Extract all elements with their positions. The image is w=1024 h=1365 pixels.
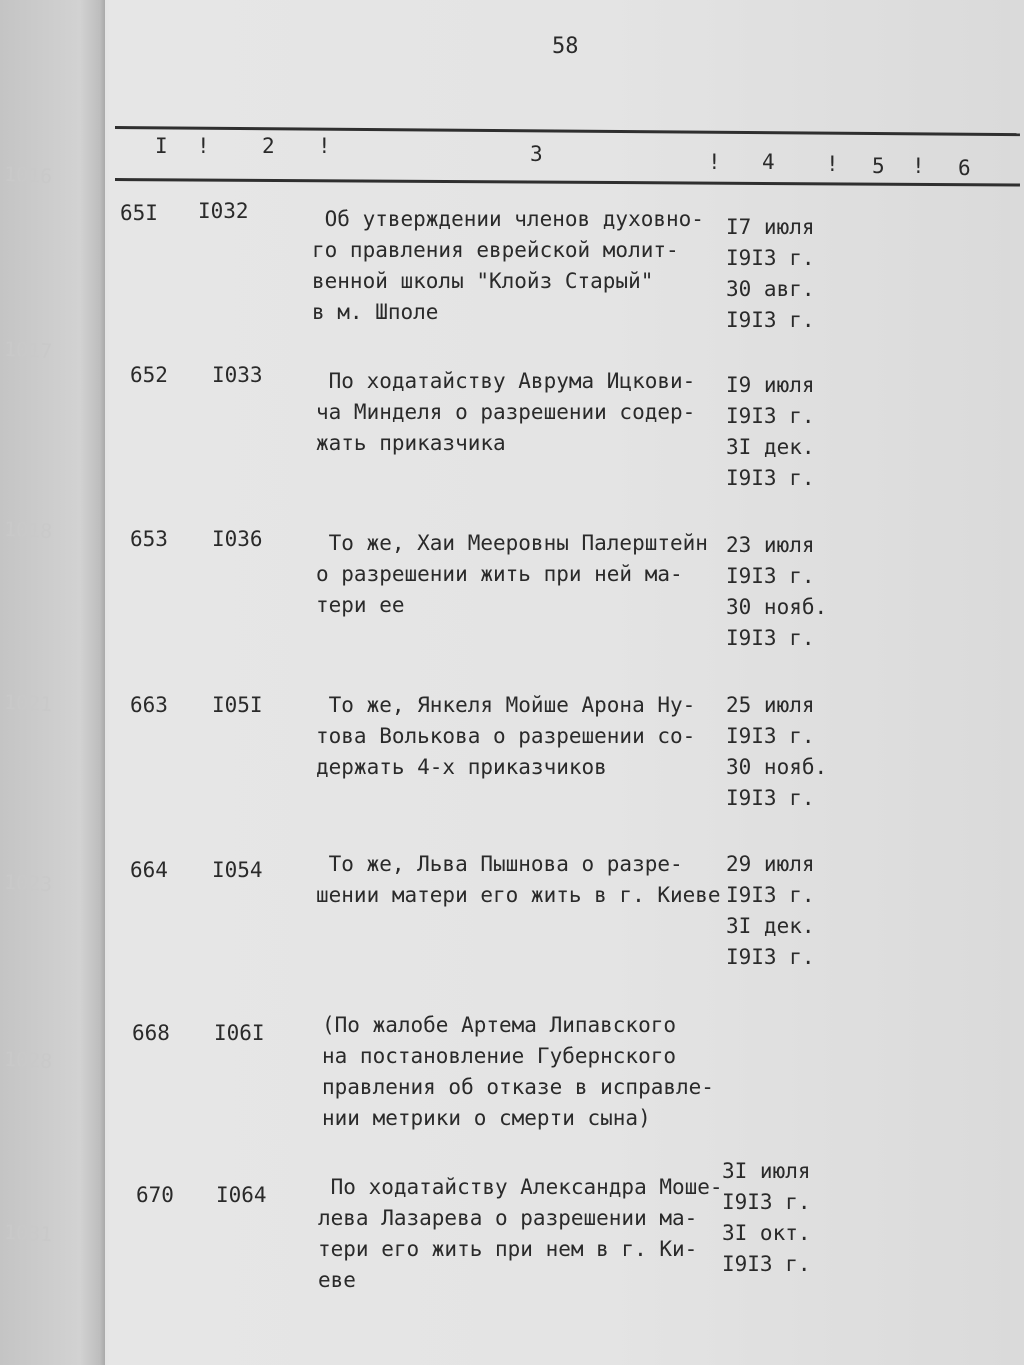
- row-number: 663: [130, 693, 168, 717]
- row-description: (По жалобе Артема Липавского на постановление Губернского правления об отказе в исправле- нии метрики о смерти сына): [322, 1013, 714, 1130]
- header-col-1: I: [155, 134, 168, 158]
- row-number: 653: [130, 527, 168, 551]
- row-dates: 29 июля I9I3 г. 3I дек. I9I3 г.: [726, 852, 815, 969]
- header-col-2: 2: [262, 134, 275, 158]
- row-description: Об утверждении членов духовно- го правления еврейской молит- венной школы "Клойз Старый" в м. Шполе: [312, 207, 704, 324]
- row-dates: I9 июля I9I3 г. 3I дек. I9I3 г.: [726, 373, 815, 490]
- row-case-code: I036: [212, 527, 263, 551]
- margin-number: 1016: [3, 161, 53, 189]
- header-col-4: 4: [762, 150, 775, 174]
- header-separator: !: [318, 134, 331, 158]
- row-description: По ходатайству Александра Моше- лева Лазарева о разрешении ма- тери его жить при нем в г. Ки- еве: [318, 1175, 723, 1292]
- row-description: То же, Льва Пышнова о разре- шении матери его жить в г. Киеве: [316, 852, 721, 907]
- row-case-code: I05I: [212, 693, 263, 717]
- row-dates: I7 июля I9I3 г. 30 авг. I9I3 г.: [726, 215, 815, 332]
- row-description: То же, Янкеля Мойше Арона Ну- това Волькова о разрешении со- держать 4-х приказчиков: [316, 693, 696, 779]
- header-separator: !: [912, 154, 925, 178]
- row-number: 670: [136, 1183, 174, 1207]
- margin-number: 1017: [3, 336, 53, 364]
- margin-number: 1031: [3, 1219, 53, 1247]
- header-separator: !: [197, 134, 210, 158]
- row-dates: 25 июля I9I3 г. 30 нояб. I9I3 г.: [726, 693, 828, 810]
- header-col-5: 5: [872, 154, 885, 178]
- previous-page-edge: [0, 0, 105, 1365]
- header-separator: !: [708, 150, 721, 174]
- row-dates: 3I июля I9I3 г. 3I окт. I9I3 г.: [722, 1159, 811, 1276]
- margin-number: 1028: [3, 1046, 53, 1074]
- margin-number: 1023: [3, 869, 53, 897]
- header-separator: !: [826, 152, 839, 176]
- row-number: 652: [130, 363, 168, 387]
- row-description: По ходатайству Аврума Ицкови- ча Минделя о разрешении содер- жать приказчика: [316, 369, 696, 455]
- margin-number: 1021: [3, 689, 53, 717]
- header-col-6: 6: [958, 156, 971, 180]
- row-case-code: I064: [216, 1183, 267, 1207]
- page-number: 58: [552, 34, 579, 59]
- row-number: 664: [130, 858, 168, 882]
- row-description: То же, Хаи Мееровны Палерштейн о разрешении жить при ней ма- тери ее: [316, 531, 708, 617]
- margin-number: 1018: [3, 516, 53, 544]
- row-number: 668: [132, 1021, 170, 1045]
- row-case-code: I032: [198, 199, 249, 223]
- row-case-code: I054: [212, 858, 263, 882]
- table-header-rule: [115, 178, 1020, 187]
- header-col-3: 3: [530, 142, 543, 166]
- table-top-rule: [115, 126, 1020, 136]
- row-dates: 23 июля I9I3 г. 30 нояб. I9I3 г.: [726, 533, 828, 650]
- row-number: 65I: [120, 201, 158, 225]
- row-case-code: I033: [212, 363, 263, 387]
- row-case-code: I06I: [214, 1021, 265, 1045]
